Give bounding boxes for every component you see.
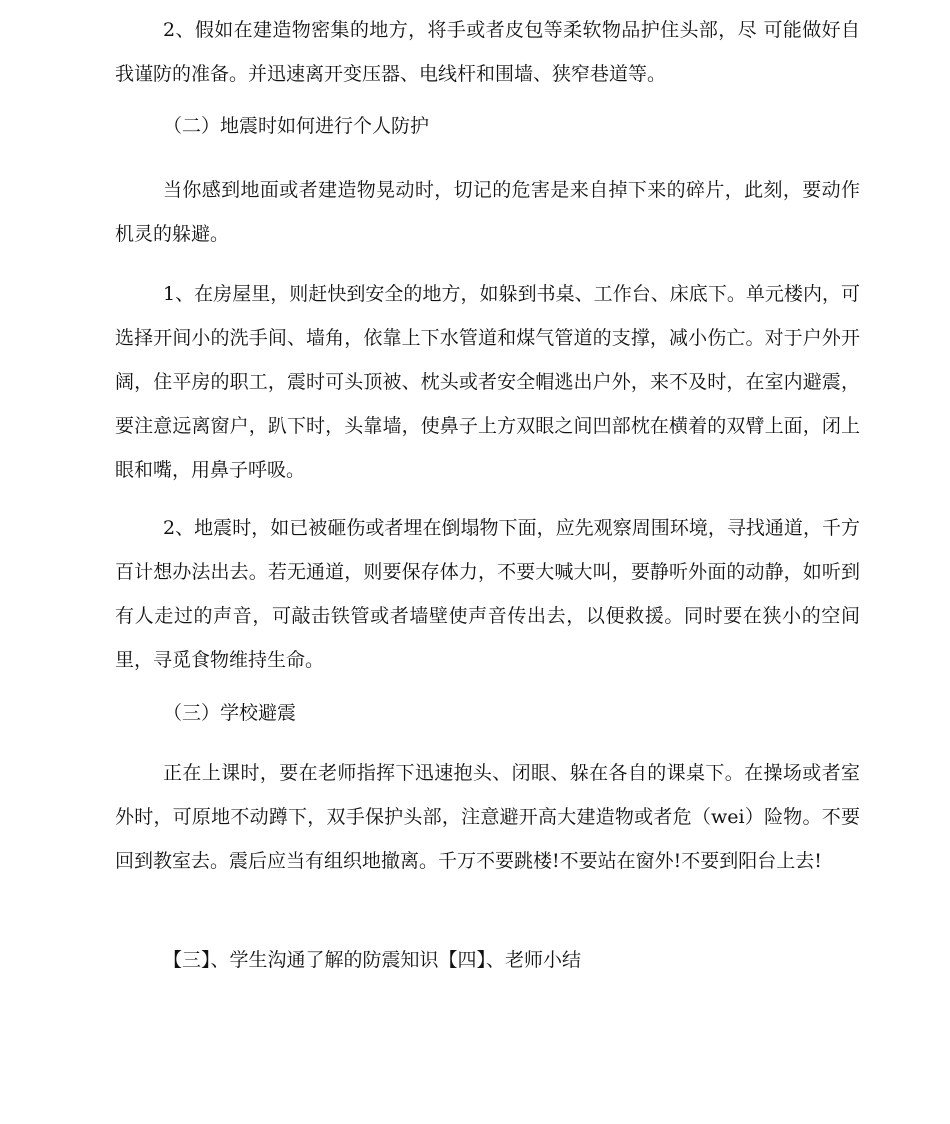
paragraph-school-instructions: 正在上课时，要在老师指挥下迅速抱头、闭眼、躲在各自的课桌下。在操场或者室外时，可原地不动蹲下，双手保护头部，注意避开高大建造物或者危（wei）险物。不要回到教室去。震后应当有组织地撤离。千万不要跳楼!不要站在窗外!不要到阳台上去! <box>115 762 860 872</box>
paragraph-indoor-shelter: 1、在房屋里，则赶快到安全的地方，如躲到书桌、工作台、床底下。单元楼内，可选择开间小的洗手间、墙角，依靠上下水管道和煤气管道的支撑，减小伤亡。对于户外开阔，住平房的职工，震时可头顶被、枕头或者安全帽逃出户外，来不及时，在室内避震，要注意远离窗户，趴下时，头靠墙，使鼻子上方双眼之间凹部枕在横着的双臂上面，闭上眼和嘴，用鼻子呼吸。 <box>115 283 860 481</box>
paragraph-building-protection: 2、假如在建造物密集的地方，将手或者皮包等柔软物品护住头部，尽 可能做好自我谨防的准备。并迅速离开变压器、电线杆和围墙、狭窄巷道等。 <box>115 19 860 85</box>
section-heading-school-shelter: （三）学校避震 <box>163 702 297 724</box>
paragraph-trapped-survival: 2、地震时，如已被砸伤或者埋在倒塌物下面，应先观察周围环境，寻找通道，千方百计想办法出去。若无通道，则要保存体力，不要大喊大叫，要静听外面的动静，如听到有人走过的声音，可敲击铁管或者墙壁使声音传出去，以便救援。同时要在狭小的空间里，寻觅食物维持生命。 <box>115 517 860 671</box>
section-heading-discussion-summary: 【三】、学生沟通了解的防震知识【四】、老师小结 <box>163 949 582 971</box>
section-heading-personal-protection: （二）地震时如何进行个人防护 <box>163 115 430 137</box>
paragraph-debris-warning: 当你感到地面或者建造物晃动时，切记的危害是来自掉下来的碎片，此刻，要动作机灵的躲避。 <box>115 179 860 245</box>
